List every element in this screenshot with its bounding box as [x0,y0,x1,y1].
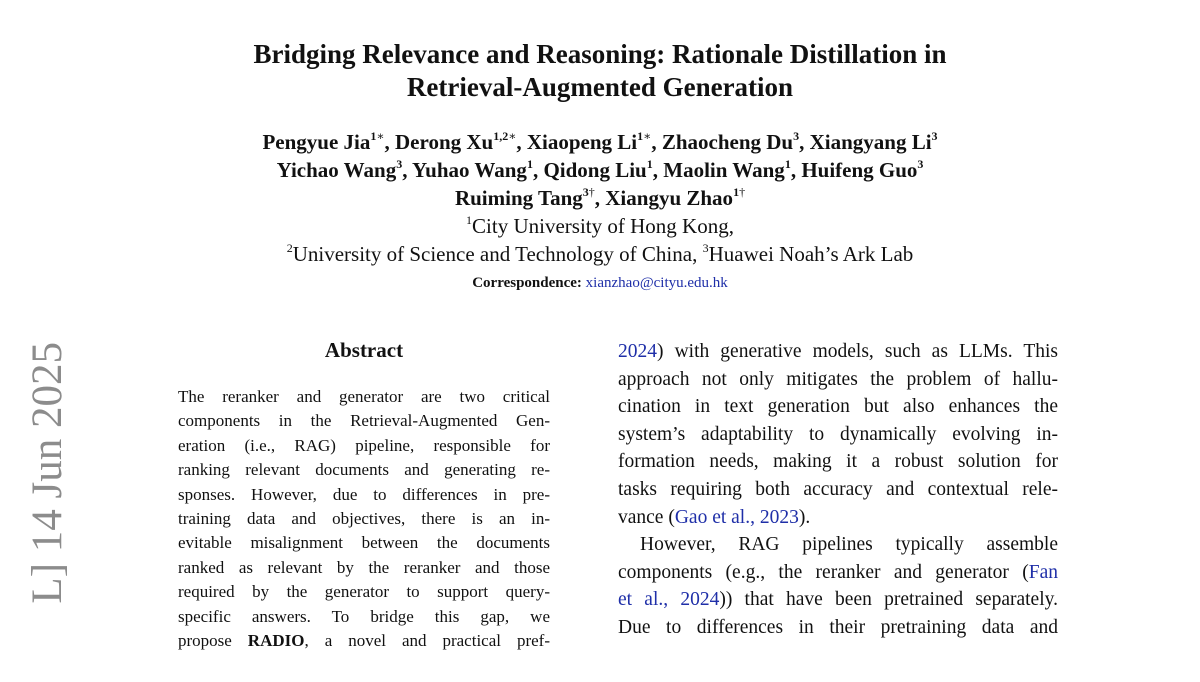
abstract-line: training data and objectives, there is an in- [178,509,550,529]
affiliation-line-1: $^1$City University of Hong Kong, [466,213,734,238]
arxiv-side-stamp: L] 14 Jun 2025 [24,342,71,604]
author-name: Huifeng Guo [801,158,918,182]
author-name: Xiangyang Li [809,130,932,154]
citation-link[interactable]: Fan [1028,561,1058,583]
author-name: Derong Xu [395,130,494,154]
abstract-line: specific answers. To bridge this gap, we [178,606,550,626]
body-line: approach not only mitigates the problem of hallu- [618,368,1058,390]
abstract-line: required by the generator to support query- [178,582,550,602]
author-name: Pengyue Jia [262,130,371,154]
author-list [150,128,1050,212]
author-name: Maolin Wang [663,158,785,182]
author-name: Qidong Liu [543,158,647,182]
author-line-2: Yichao Wang$^3$, Yuhao Wang$^1$, Qidong Liu$^1$, Maolin Wang$^1$, Huifeng Guo$^3$ [276,157,924,182]
body-line: tasks requiring both accuracy and contextual rele- [618,478,1058,500]
paper-title [200,38,1000,104]
method-name: RADIO [247,631,305,651]
title-line-1: Bridging Relevance and Reasoning: Rationale Distillation in [253,39,947,69]
body-line: 2024) with generative models, such as LLMs. This [618,341,1058,362]
body-line: formation needs, making it a robust solution for [618,451,1058,473]
citation-link[interactable]: 2024 [618,341,657,362]
citation-link[interactable]: Gao et al., 2023 [674,506,799,528]
abstract-body [178,385,550,653]
correspondence [300,275,900,292]
abstract-line: ranked as relevant by the reranker and those [178,557,550,577]
title-line-2: Retrieval-Augmented Generation [406,72,794,102]
author-line-3: Ruiming Tang$^{3\dagger}$, Xiangyu Zhao$^{1\dagger}$ [454,185,746,210]
abstract-heading: Abstract [324,338,404,362]
affiliations [150,212,1050,268]
author-name: Ruiming Tang [454,186,583,210]
body-line: system’s adaptability to dynamically evolving in- [618,423,1058,445]
body-line: vance (Gao et al., 2023). [618,506,811,528]
author-name: Xiangyu Zhao [605,186,734,210]
abstract-line: eration (i.e., RAG) pipeline, responsible for [178,435,550,455]
author-name: Yichao Wang [276,158,397,182]
abstract-line: components in the Retrieval-Augmented Gen- [178,411,550,431]
citation-link[interactable]: et al., 2024 [618,589,720,611]
right-column-text [618,338,1058,642]
abstract-line: The reranker and generator are two critical [178,387,550,406]
correspondence-email-link[interactable]: xianzhao@cityu.edu.hk [585,275,728,291]
author-name: Yuhao Wang [411,158,527,182]
abstract-line: ranking relevant documents and generating re- [178,460,550,480]
abstract-line: propose RADIO, a novel and practical pref- [178,631,550,651]
affiliation-line-2: $^2$University of Science and Technology of China, $^3$Huawei Noah’s Ark Lab [286,241,914,266]
author-name: Xiaopeng Li [526,130,638,154]
author-name: Zhaocheng Du [661,130,794,154]
body-line: However, RAG pipelines typically assemble [640,534,1058,556]
body-line: Due to differences in their pretraining data and [618,616,1058,638]
body-line: components (e.g., the reranker and generator (Fan [618,561,1058,583]
body-line: cination in text generation but also enhances the [618,396,1058,418]
correspondence-label: Correspondence: [472,275,582,291]
abstract-line: sponses. However, due to differences in pre- [178,484,550,504]
abstract-line: evitable misalignment between the documents [178,533,550,553]
body-line: et al., 2024)) that have been pretrained separately. [618,589,1058,611]
author-line-1: Pengyue Jia$^{1∗}$, Derong $Xu^{1,2∗}$, Xiaopeng $Li^{1∗}$, Zhaocheng Du$^3$, Xiangyang Li$^3$ [262,129,938,154]
